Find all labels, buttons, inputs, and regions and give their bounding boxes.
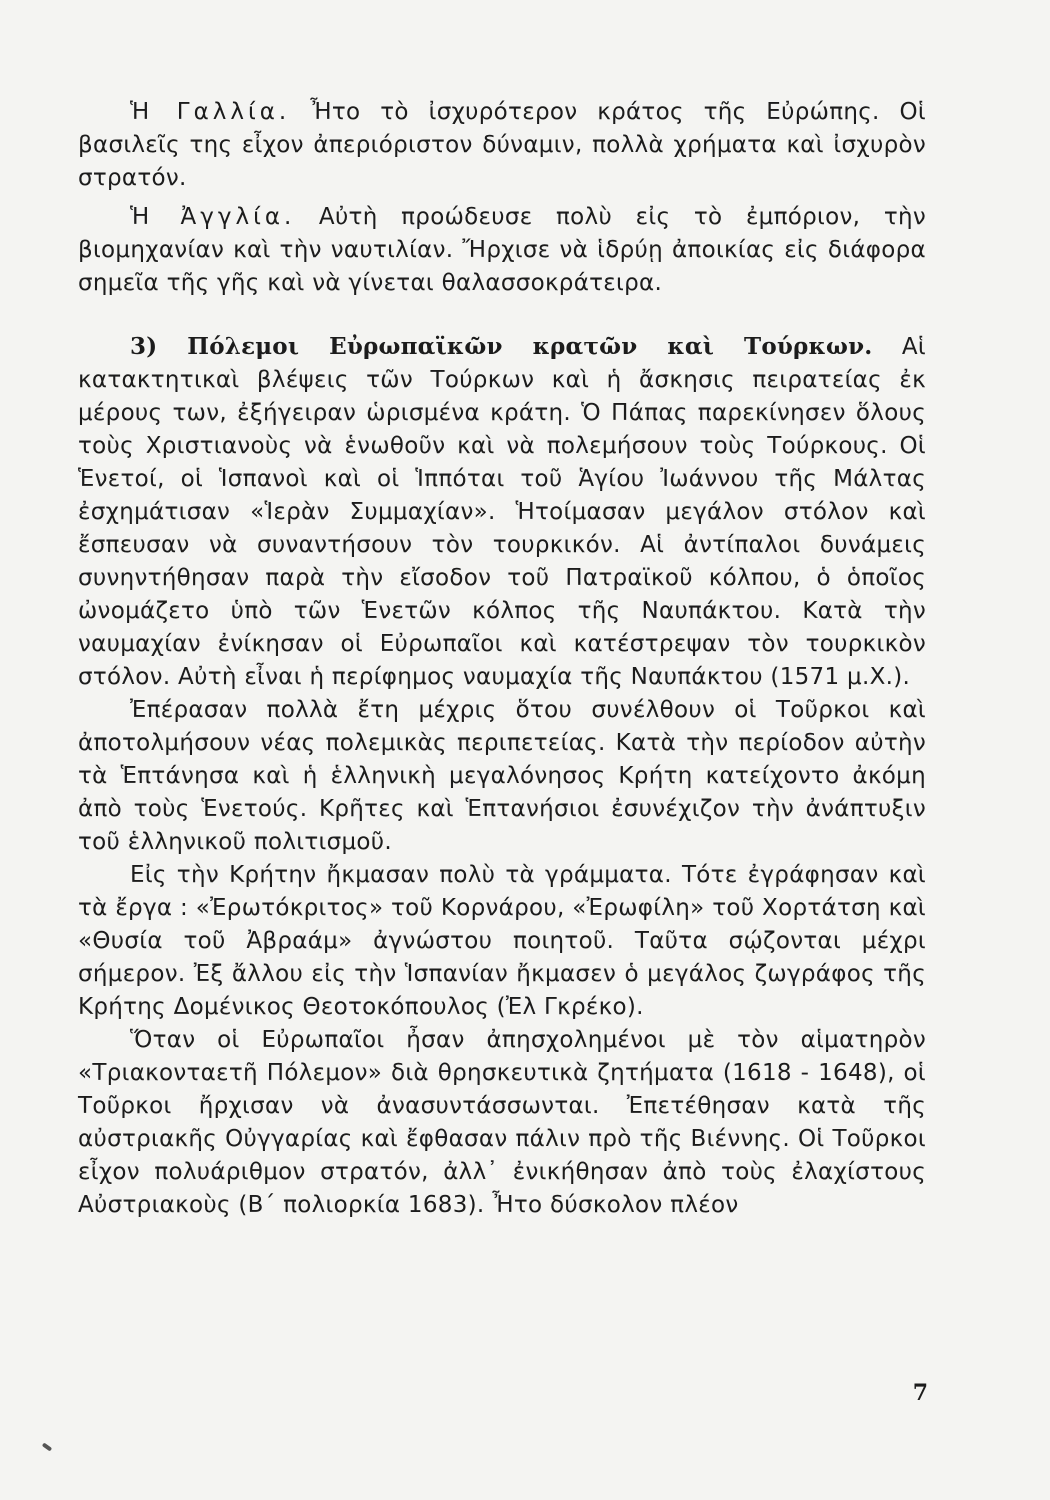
paragraph-1: Ἐπέρασαν πολλὰ ἔτη μέχρις ὅτου συνέλθουν οἱ Τοῦρκοι καὶ ἀποτολμήσουν νέας πολεμικὰς περιπετείας. Κατὰ τὴν περίοδον αὐτὴν τὰ Ἑπτάνησα καὶ ἡ ἑλληνικὴ μεγαλόνησος Κρήτη κατείχοντο ἀκόμη ἀπὸ τοὺς Ἑνετούς. Κρῆτες καὶ Ἑπτανήσιοι ἐσυνέχιζον τὴν ἀνάπτυξιν τοῦ ἑλληνικοῦ πολιτισμοῦ. — [78, 697, 926, 855]
section-anglia — [78, 201, 926, 300]
label-gallia: Ἡ Γαλλία. — [130, 99, 291, 125]
scan-speck — [42, 1442, 52, 1451]
section-gallia — [78, 96, 926, 195]
paragraph-2: Εἰς τὴν Κρήτην ἤκμασαν πολὺ τὰ γράμματα. Τότε ἐγράφησαν καὶ τὰ ἔργα : «Ἐρωτόκριτος» τοῦ Κορνάρου, «Ἐρωφίλη» τοῦ Χορτάτση καὶ «Θυσία τοῦ Ἀβραάμ» ἀγνώστου ποιητοῦ. Ταῦτα σῴζονται μέχρι σήμερον. Ἐξ ἄλλου εἰς τὴν Ἱσπανίαν ἤκμασεν ὁ μεγάλος ζωγράφος τῆς Κρήτης Δομένικος Θεοτοκόπουλος (Ἐλ Γκρέκο). — [78, 862, 926, 1020]
paragraph-gallia — [78, 96, 926, 195]
text-gallia: Ἦτο τὸ ἰσχυρότερον κράτος τῆς Εὐρώπης. Οἱ βασιλεῖς της εἶχον ἀπεριόριστον δύναμιν, πολλὰ χρήματα καὶ ἰσχυρὸν στρατόν. — [78, 99, 926, 191]
paragraph-wars — [78, 330, 926, 694]
paragraph-anglia — [78, 201, 926, 300]
page-number: 7 — [912, 1380, 928, 1406]
section-wars — [78, 330, 926, 1222]
text-wars: Αἱ κατακτητικαὶ βλέψεις τῶν Τούρκων καὶ ἡ ἄσκησις πειρατείας ἐκ μέρους των, ἐξήγειραν ὡρισμένα κράτη. Ὁ Πάπας παρεκίνησεν ὅλους τοὺς Χριστιανοὺς νὰ ἑνωθοῦν καὶ νὰ πολεμήσουν τοὺς Τούρκους. Οἱ Ἑνετοί, οἱ Ἱσπανοὶ καὶ οἱ Ἱππόται τοῦ Ἁγίου Ἰωάννου τῆς Μάλτας ἐσχημάτισαν «Ἱερὰν Συμμαχίαν». Ἡτοίμασαν μεγάλον στόλον καὶ ἔσπευσαν νὰ συναντήσουν τὸν τουρκικόν. Αἱ ἀντίπαλοι δυνάμεις συνηντήθησαν παρὰ τὴν εἴσοδον τοῦ Πατραϊκοῦ κόλπου, ὁ ὁποῖος ὠνομάζετο ὑπὸ τῶν Ἑνετῶν κόλπος τῆς Ναυπάκτου. Κατὰ τὴν ναυμαχίαν ἐνίκησαν οἱ Εὐρωπαῖοι καὶ κατέστρεψαν τὸν τουρκικὸν στόλον. Αὐτὴ εἶναι ἡ περίφημος ναυμαχία τῆς Ναυπάκτου (1571 μ.Χ.). — [78, 334, 926, 690]
text-anglia: Αὐτὴ προώδευσε πολὺ εἰς τὸ ἐμπόριον, τὴν βιομηχανίαν καὶ τὴν ναυτιλίαν. Ἤρχισε νὰ ἱδρύῃ ἀποικίας εἰς διάφορα σημεῖα τῆς γῆς καὶ νὰ γίνεται θαλασσοκράτειρα. — [78, 204, 926, 296]
paragraph-3: Ὅταν οἱ Εὐρωπαῖοι ἦσαν ἀπησχολημένοι μὲ τὸν αἱματηρὸν «Τριακονταετῆ Πόλεμον» διὰ θρησκευτικὰ ζητήματα (1618 - 1648), οἱ Τοῦρκοι ἤρχισαν νὰ ἀνασυντάσσωνται. Ἐπετέθησαν κατὰ τῆς αὐστριακῆς Οὐγγαρίας καὶ ἔφθασαν πάλιν πρὸ τῆς Βιέννης. Οἱ Τοῦρκοι εἶχον πολυάριθμον στρατόν, ἀλλ᾽ ἐνικήθησαν ἀπὸ τοὺς ἐλαχίστους Αὐστριακοὺς (Β΄ πολιορκία 1683). Ἦτο δύσκολον πλέον — [78, 1027, 926, 1218]
section-heading: 3) Πόλεμοι Εὐρωπαϊκῶν κρατῶν καὶ Τούρκων. — [130, 333, 873, 360]
label-anglia: Ἡ Ἀγγλία. — [130, 204, 296, 230]
